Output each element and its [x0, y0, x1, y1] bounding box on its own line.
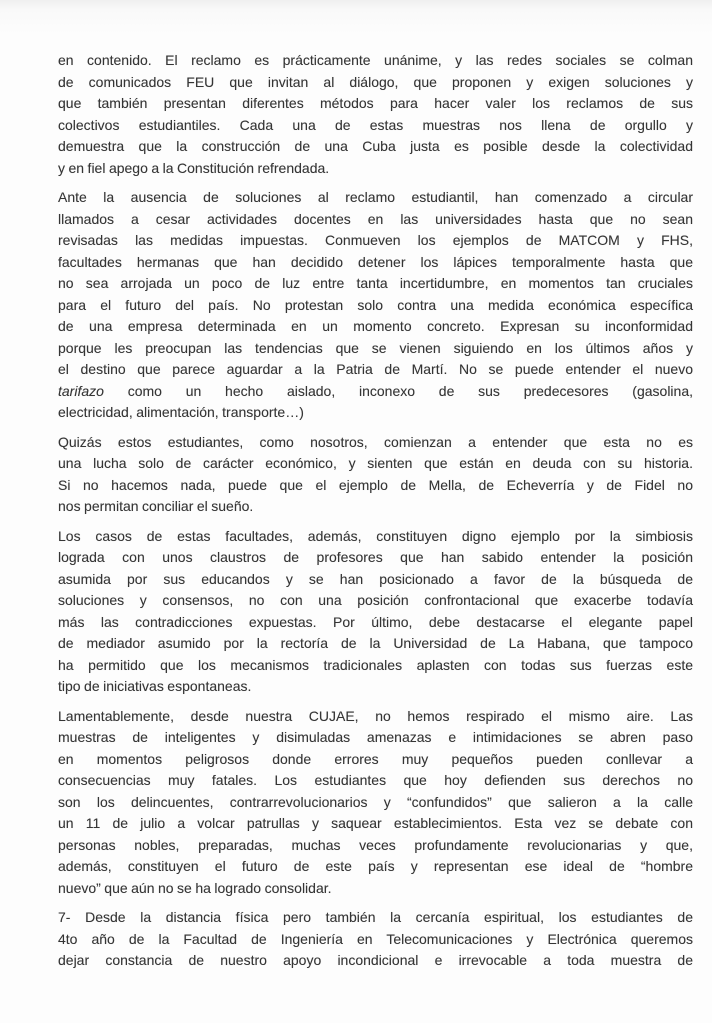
text-line	[58, 655, 693, 677]
text-run: muestras de inteligentes y disimuladas amenazas e intimidaciones se abren paso	[58, 729, 693, 745]
text-line	[58, 749, 693, 771]
text-line	[58, 526, 693, 548]
text-run: para el futuro del país. No protestan solo contra una medida económica específica	[58, 296, 693, 313]
text-line	[58, 706, 693, 728]
paragraph	[58, 432, 693, 518]
paragraph	[58, 187, 693, 424]
text-line	[58, 676, 693, 698]
text-run: de una empresa determinada en un momento concreto. Expresan su inconformidad	[58, 318, 693, 334]
text-run: revisadas las medidas impuestas. Conmueven los ejemplos de MATCOM y FHS,	[58, 232, 693, 248]
text-run: personas nobles, preparadas, muchas veces profundamente revolucionarias y que,	[58, 836, 693, 853]
text-run: una lucha solo de carácter económico, y sienten que están en deuda con su historia.	[58, 455, 693, 471]
text-line	[58, 907, 693, 929]
text-run: Quizás estos estudiantes, como nosotros, comienzan a entender que esta no es	[58, 433, 693, 450]
text-run: Si no hacemos nada, puede que el ejemplo de Mella, de Echeverría y de Fidel no	[58, 476, 693, 493]
text-line	[58, 50, 693, 72]
text-line	[58, 590, 693, 612]
text-line	[58, 929, 693, 951]
text-line	[58, 136, 693, 158]
paragraph	[58, 50, 693, 179]
text-line	[58, 402, 693, 424]
text-run: 4to año de la Facultad de Ingeniería en Telecomunicaciones y Electrónica queremos	[58, 930, 693, 947]
text-line	[58, 273, 693, 295]
text-line	[58, 612, 693, 634]
text-line	[58, 496, 693, 518]
text-line	[58, 547, 693, 569]
text-line	[58, 569, 693, 591]
text-line	[58, 856, 693, 878]
text-run: demuestra que la construcción de una Cuba justa es posible desde la colectividad	[58, 138, 693, 154]
text-run: asumida por sus educandos y se han posicionado a favor de la búsqueda de	[58, 570, 693, 587]
text-line	[58, 338, 693, 360]
text-line	[58, 93, 693, 115]
text-line	[58, 950, 693, 972]
text-run: dejar constancia de nuestro apoyo incondicional e irrevocable a toda muestra de	[58, 952, 693, 968]
text-line	[58, 316, 693, 338]
paragraph	[58, 526, 693, 698]
text-line	[58, 359, 693, 381]
text-line	[58, 115, 693, 137]
paragraph	[58, 706, 693, 900]
text-run: 7- Desde la distancia física pero también la cercanía espiritual, los estudiantes de	[58, 909, 693, 925]
text-line	[58, 381, 693, 403]
text-run: en momentos peligrosos donde errores muy pequeños pueden conllevar a	[58, 750, 693, 767]
text-line	[58, 158, 693, 180]
text-run: lograda con unos claustros de profesores que han sabido entender la posición	[58, 549, 693, 565]
text-run: que también presentan diferentes métodos para hacer valer los reclamos de sus	[58, 95, 693, 111]
text-line	[58, 432, 693, 454]
text-run: de comunicados FEU que invitan al diálogo, que proponen y exigen soluciones y	[58, 73, 693, 90]
text-line	[58, 792, 693, 814]
text-run: soluciones y consensos, no con una posición confrontacional que exacerbe todavía	[58, 592, 693, 608]
text-run: porque les preocupan las tendencias que se vienen siguiendo en los últimos años y	[58, 339, 693, 356]
text-run: colectivos estudiantiles. Cada una de estas muestras nos llena de orgullo y	[58, 116, 693, 133]
text-line	[58, 453, 693, 475]
text-line	[58, 187, 693, 209]
text-run: Lamentablemente, desde nuestra CUJAE, no hemos respirado el mismo aire. Las	[58, 707, 693, 724]
text-run: un 11 de julio a volcar patrullas y saquear establecimientos. Esta vez se debate con	[58, 815, 693, 831]
text-line	[58, 770, 693, 792]
text-run: Ante la ausencia de soluciones al reclamo estudiantil, han comenzado a circular	[58, 189, 693, 205]
document-text	[58, 50, 693, 980]
text-run: tipo de iniciativas espontaneas.	[58, 678, 252, 694]
text-run: además, constituyen el futuro de este país y representan ese ideal de “hombre	[58, 858, 693, 874]
text-run: consecuencias muy fatales. Los estudiantes que hoy defienden sus derechos no	[58, 772, 693, 788]
text-run: facultades hermanas que han decidido detener los lápices temporalmente hasta que	[58, 253, 693, 270]
text-line	[58, 230, 693, 252]
text-run: de mediador asumido por la rectoría de la Universidad de La Habana, que tampoco	[58, 635, 693, 651]
text-run: más las contradicciones expuestas. Por último, debe destacarse el elegante papel	[58, 613, 693, 630]
text-line	[58, 72, 693, 94]
text-line	[58, 727, 693, 749]
text-run: llamados a cesar actividades docentes en las universidades hasta que no sean	[58, 210, 693, 227]
text-run: el destino que parece aguardar a la Patria de Martí. No se puede entender el nuevo	[58, 361, 693, 377]
text-line	[58, 209, 693, 231]
text-run: como un hecho aislado, inconexo de sus predecesores (gasolina,	[103, 382, 693, 399]
text-run: en contenido. El reclamo es prácticamente unánime, y las redes sociales se colman	[58, 52, 693, 68]
text-line	[58, 813, 693, 835]
text-run: nos permitan conciliar el sueño.	[58, 498, 254, 514]
text-run: y en fiel apego a la Constitución refrendada.	[58, 159, 330, 176]
text-run: ha permitido que los mecanismos tradicionales aplasten con todas sus fuerzas este	[58, 656, 693, 673]
text-line	[58, 475, 693, 497]
text-run: no sea arrojada un poco de luz entre tanta incertidumbre, en momentos tan cruciales	[58, 275, 693, 291]
text-line	[58, 633, 693, 655]
text-line	[58, 835, 693, 857]
text-run: son los delincuentes, contrarrevolucionarios y “confundidos” que salieron a la calle	[58, 793, 693, 810]
text-line	[58, 878, 693, 900]
paragraph	[58, 907, 693, 972]
italic-text-run: tarifazo	[58, 382, 104, 399]
text-run: Los casos de estas facultades, además, constituyen digno ejemplo por la simbiosis	[58, 527, 693, 544]
text-line	[58, 295, 693, 317]
text-run: electricidad, alimentación, transporte…)	[58, 404, 304, 420]
text-line	[58, 252, 693, 274]
text-run: nuevo” que aún no se ha logrado consolidar.	[58, 879, 332, 896]
